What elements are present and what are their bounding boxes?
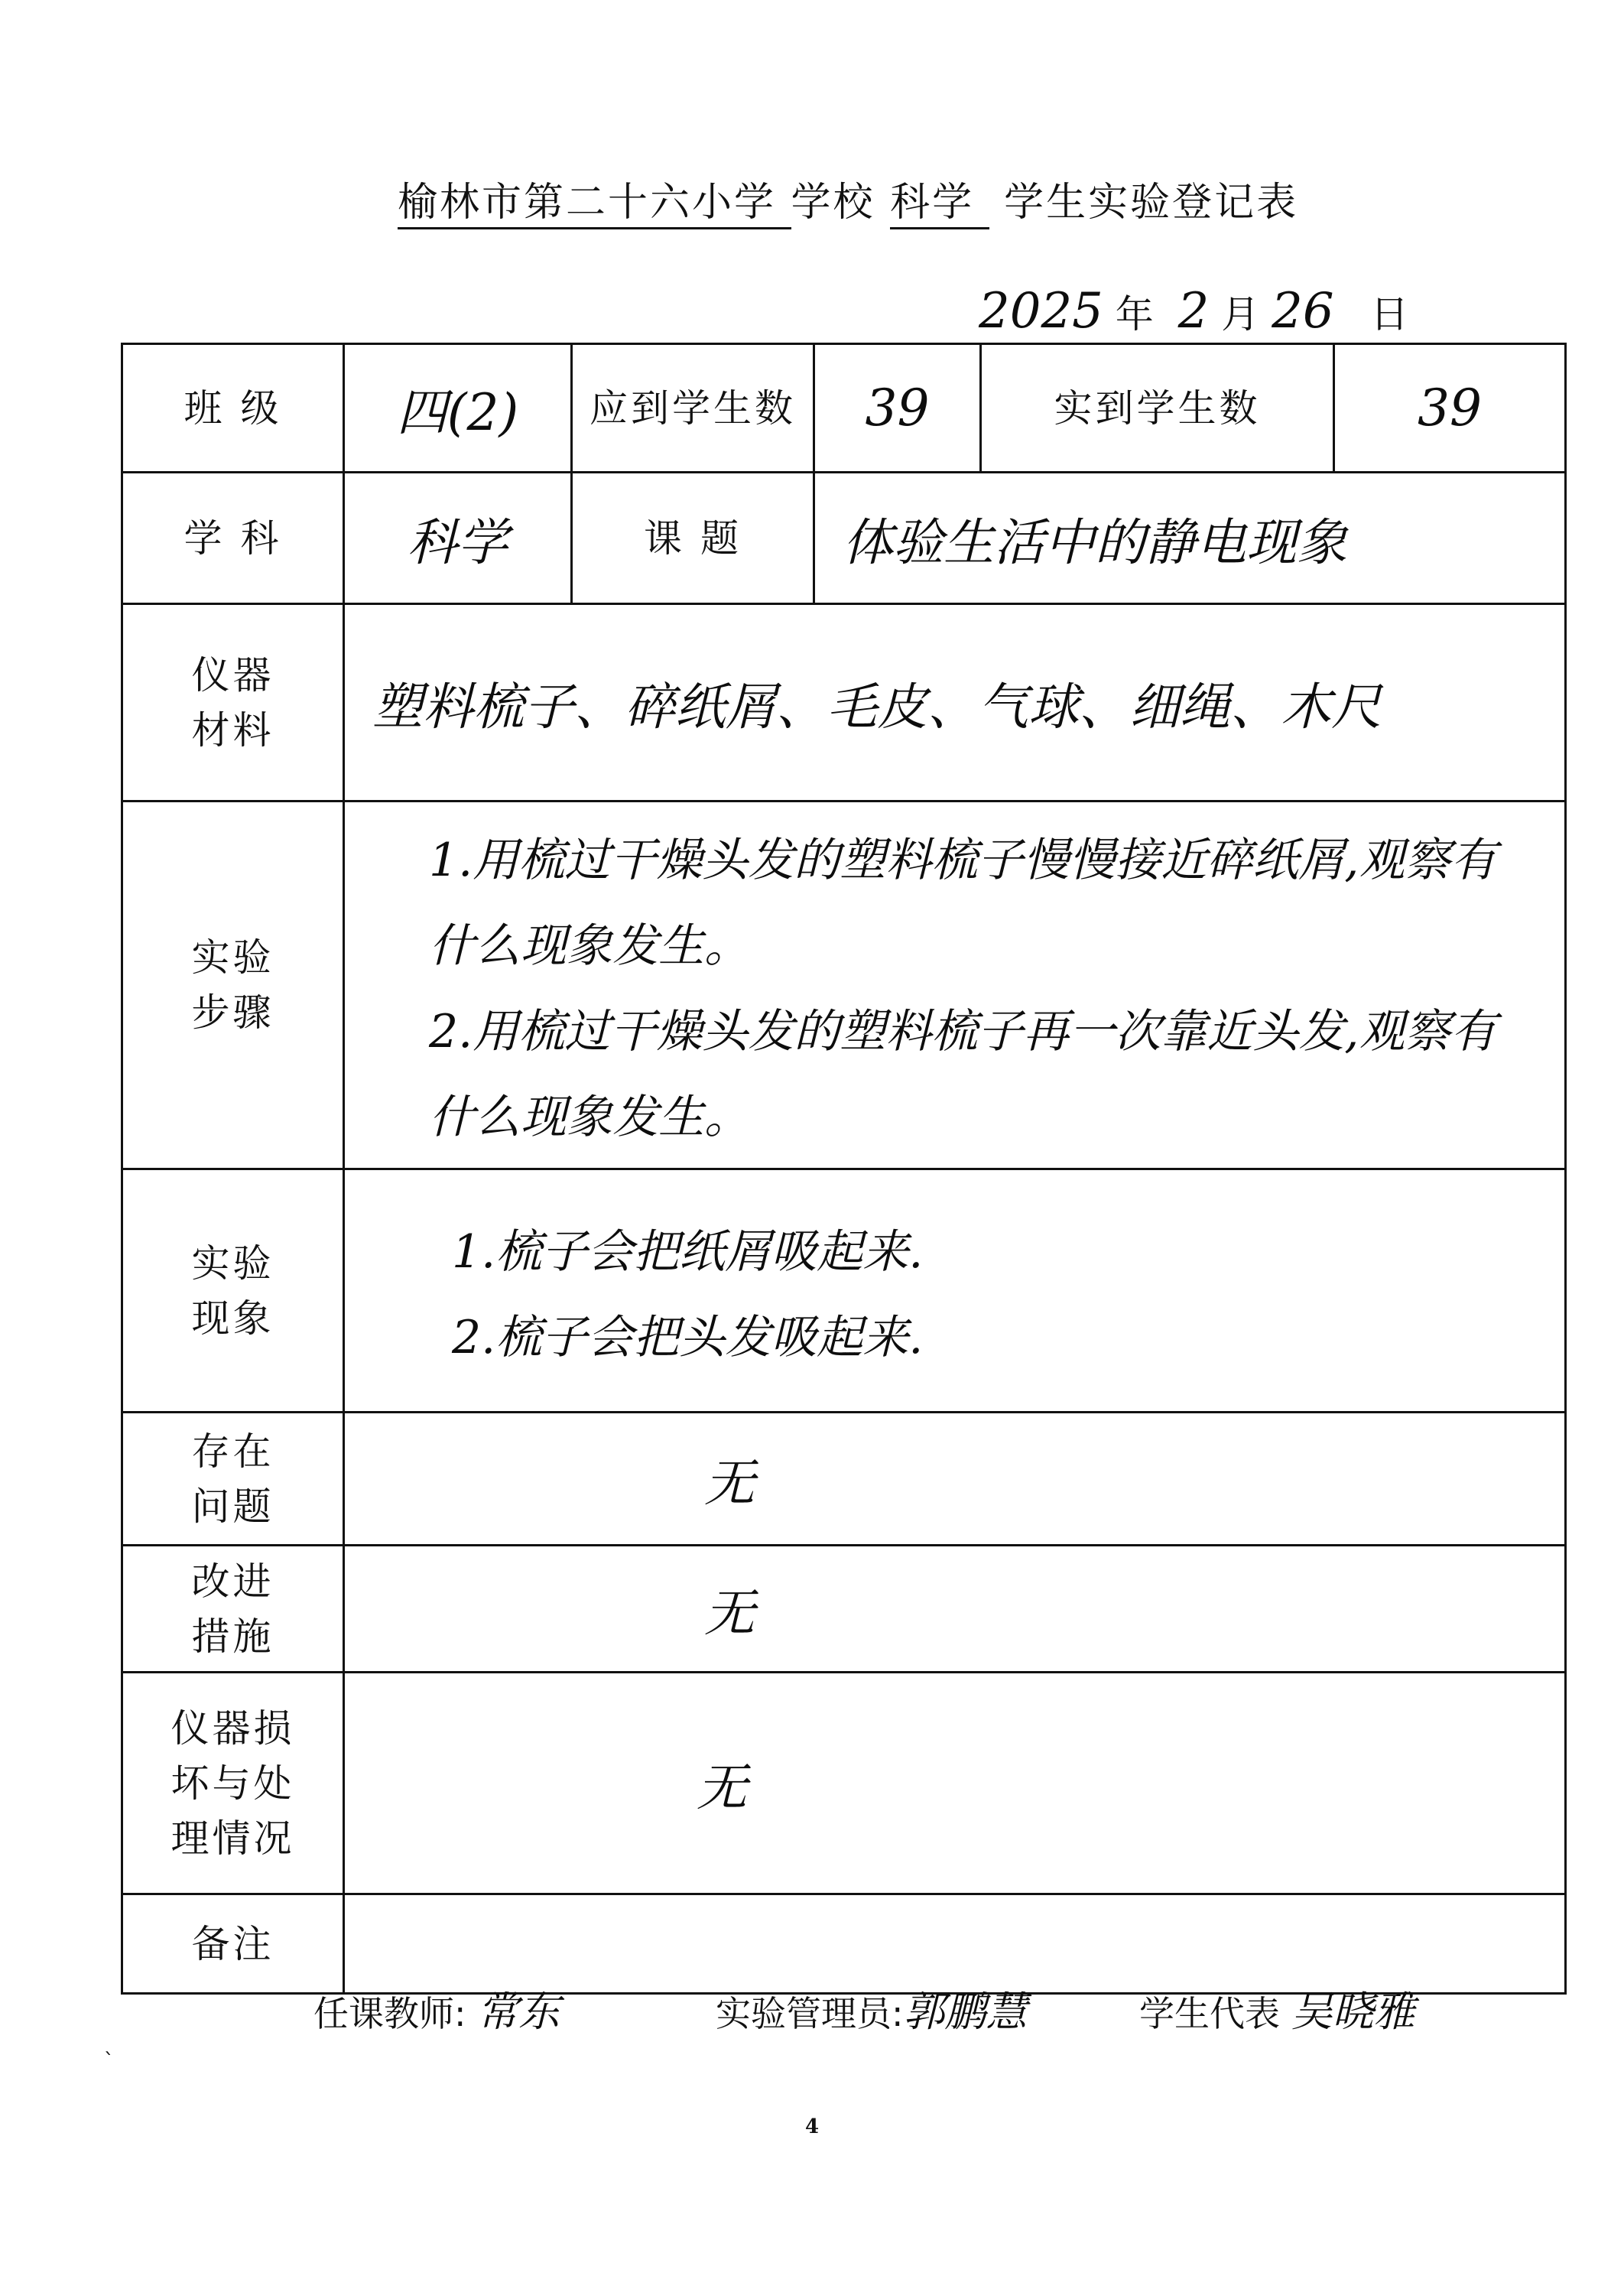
value-problems: 无: [344, 1413, 1566, 1546]
value-phenomena: [344, 1169, 1566, 1413]
row-damage: [122, 1673, 1566, 1894]
date-month: 2: [1177, 283, 1210, 340]
label-class: 班 级: [122, 344, 344, 473]
student-signature-block: [1139, 1979, 1415, 2038]
value-notes: [344, 1894, 1566, 1994]
experiment-register-table: [121, 343, 1567, 1995]
label-topic: 课 题: [572, 473, 814, 604]
form-title-text: 学生实验登记表: [1004, 180, 1299, 226]
value-class: 四(2): [344, 344, 572, 473]
row-steps: [122, 801, 1566, 1169]
teacher-signature-block: [313, 1979, 560, 2038]
date-year-label: 年: [1115, 292, 1154, 337]
date-year: 2025: [979, 283, 1103, 340]
step-item: 1.用梳过干燥头发的塑料梳子慢慢接近碎纸屑,观察有什么现象发生。: [429, 834, 1497, 973]
row-phenomena: [122, 1169, 1566, 1413]
row-class-info: [122, 344, 1566, 473]
value-steps: [344, 801, 1566, 1169]
value-actual-students: 39: [1334, 344, 1566, 473]
value-improvements: 无: [344, 1546, 1566, 1673]
school-suffix: 学校: [791, 180, 875, 226]
admin-signature: 郭鹏慧: [903, 1988, 1028, 2036]
row-equipment: [122, 604, 1566, 801]
teacher-signature: 常东: [477, 1988, 560, 2036]
admin-label: 实验管理员:: [716, 1993, 904, 2034]
row-improvements: [122, 1546, 1566, 1673]
label-equipment: 仪器 材料: [122, 604, 344, 801]
label-phenomena: 实验 现象: [122, 1169, 344, 1413]
student-label: 学生代表: [1139, 1993, 1280, 2034]
phenomenon-item: 2.梳子会把头发吸起来.: [452, 1310, 924, 1364]
phenomenon-item: 1.梳子会把纸屑吸起来.: [452, 1224, 924, 1279]
label-problems: 存在 问题: [122, 1413, 344, 1546]
value-expected-students: 39: [814, 344, 981, 473]
date-month-label: 月: [1221, 292, 1260, 337]
stray-mark: `: [104, 2050, 114, 2073]
value-topic: 体验生活中的静电现象: [814, 473, 1566, 604]
value-damage: 无: [344, 1673, 1566, 1894]
date-line: [979, 283, 1408, 340]
row-notes: [122, 1894, 1566, 1994]
school-name: 榆林市第二十六小学: [398, 180, 776, 229]
step-item: 2.用梳过干燥头发的塑料梳子再一次靠近头发,观察有什么现象发生。: [429, 1005, 1497, 1144]
subject-name: 科学: [890, 180, 974, 229]
date-day: 26: [1272, 283, 1334, 340]
label-improvements: 改进 措施: [122, 1546, 344, 1673]
label-notes: 备注: [122, 1894, 344, 1994]
label-damage: 仪器损 坏与处 理情况: [122, 1673, 344, 1894]
label-subject: 学 科: [122, 473, 344, 604]
value-equipment: 塑料梳子、碎纸屑、毛皮、气球、细绳、木尺: [344, 604, 1566, 801]
teacher-label: 任课教师:: [313, 1993, 466, 2034]
label-expected-students: 应到学生数: [572, 344, 814, 473]
value-subject: 科学: [344, 473, 572, 604]
admin-signature-block: [716, 1979, 1028, 2038]
label-steps: 实验 步骤: [122, 801, 344, 1169]
date-day-label: 日: [1370, 292, 1409, 337]
student-signature: 吴晓雅: [1291, 1988, 1415, 2036]
row-problems: [122, 1413, 1566, 1546]
row-subject-topic: [122, 473, 1566, 604]
label-actual-students: 实到学生数: [981, 344, 1334, 473]
form-title: [398, 170, 1298, 229]
page-number: 4: [804, 2115, 820, 2138]
